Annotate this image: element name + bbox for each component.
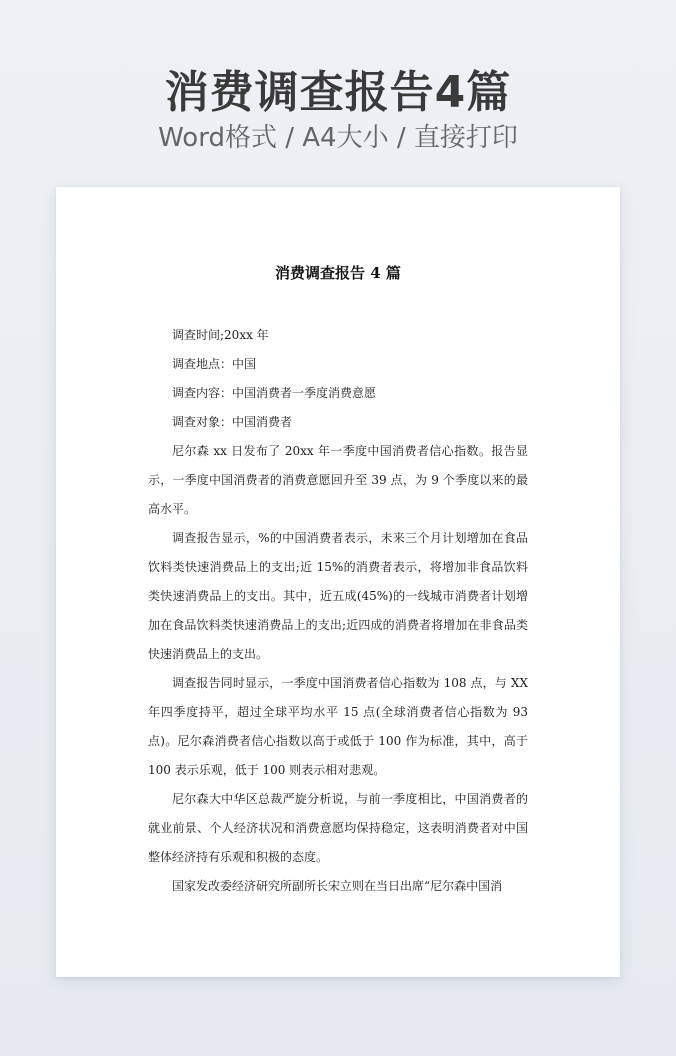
banner-subtitle: Word格式 / A4大小 / 直接打印 — [158, 123, 518, 153]
body-paragraph: 调查报告同时显示，一季度中国消费者信心指数为 108 点，与 XX 年四季度持平，超过全球平均水平 15 点(全球消费者信心指数为 93 点)。尼尔森消费者信心指数以高于或低于 100 作为标准，其中，高于 100 表示乐观，低于 100 则表示相对悲观。 — [148, 676, 528, 777]
body-paragraph: 尼尔森大中华区总裁严旋分析说，与前一季度相比，中国消费者的就业前景、个人经济状况和消费意愿均保持稳定，这表明消费者对中国整体经济持有乐观和积极的态度。 — [148, 792, 528, 864]
banner-title: 消费调查报告4篇 — [164, 67, 512, 118]
document-title: 消费调查报告 4 篇 — [275, 264, 401, 282]
document-page — [56, 187, 620, 977]
survey-subject-line: 调查对象：中国消费者 — [172, 415, 293, 429]
survey-time-line: 调查时间;20xx 年 — [172, 328, 269, 342]
survey-content-line: 调查内容：中国消费者一季度消费意愿 — [172, 386, 377, 400]
body-paragraph: 调查报告显示，%的中国消费者表示，未来三个月计划增加在食品饮料类快速消费品上的支出;近 15%的消费者表示，将增加非食品饮料类快速消费品上的支出。其中，近五成(45%)的一线城市消费者计划增加在食品饮料类快速消费品上的支出;近四成的消费者将增加在非食品类快速消费品上的支出。 — [148, 531, 528, 661]
survey-location-line: 调查地点：中国 — [172, 357, 257, 371]
body-paragraph: 国家发改委经济研究所副所长宋立则在当日出席“尼尔森中国消 — [172, 879, 503, 893]
body-paragraph: 尼尔森 xx 日发布了 20xx 年一季度中国消费者信心指数。报告显示，一季度中国消费者的消费意愿回升至 39 点，为 9 个季度以来的最高水平。 — [148, 444, 528, 516]
